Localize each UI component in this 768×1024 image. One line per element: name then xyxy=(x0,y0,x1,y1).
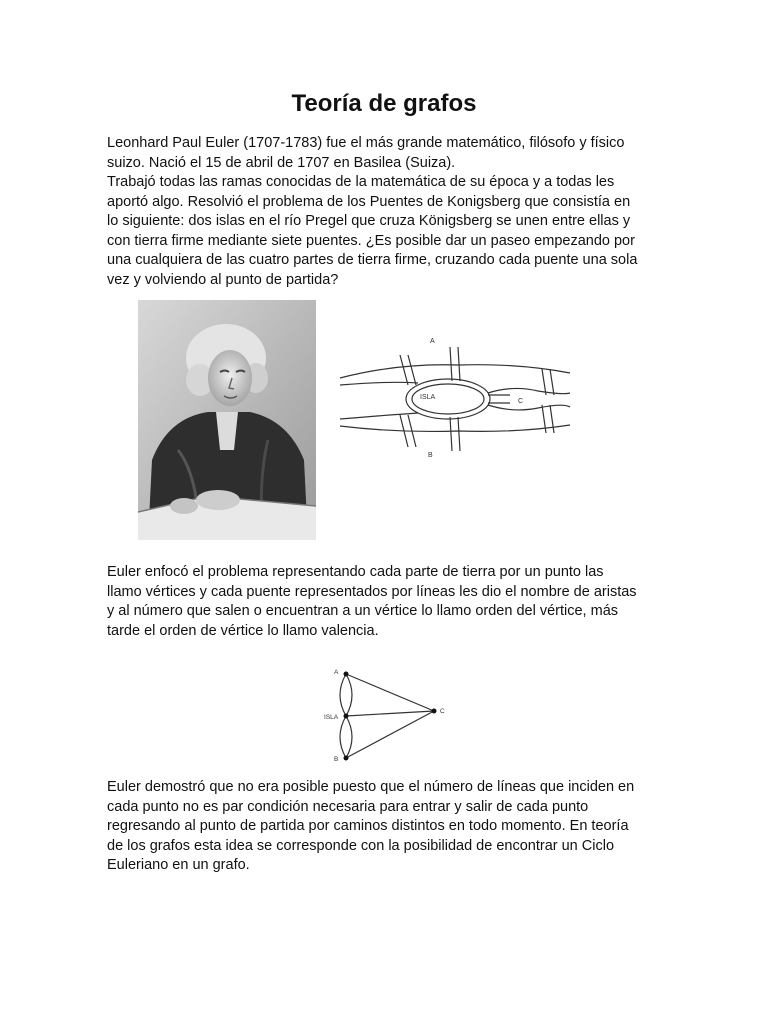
euler-graph-diagram xyxy=(320,660,452,768)
vertex-a xyxy=(344,672,349,677)
bridges-label-isla: ISLA xyxy=(420,394,436,401)
text-line: y al número que salen o encuentran a un vértice lo llamo orden del vértice, más xyxy=(107,603,619,619)
bridges-label-b: B xyxy=(428,452,433,459)
text-line: tarde el orden de vértice lo llamo valencia. xyxy=(107,622,379,639)
bridges-label-a: A xyxy=(430,338,435,345)
text-line: Trabajó todas las ramas conocidas de la matemática de su época y a todas les xyxy=(107,174,615,190)
text-line: Euler enfocó el problema representando cada parte de tierra por un punto las xyxy=(107,564,604,580)
text-line: llamo vértices y cada puente representados por líneas les dio el nombre de aristas xyxy=(107,583,637,600)
text-line: Euler demostró que no era posible puesto que el número de líneas que inciden en xyxy=(107,779,635,795)
graph-label-a: A xyxy=(334,669,339,676)
konigsberg-bridges-diagram xyxy=(338,333,574,463)
middle-paragraph xyxy=(107,563,667,641)
graph-label-isla: ISLA xyxy=(324,714,339,721)
intro-paragraph xyxy=(107,134,667,290)
text-line: Leonhard Paul Euler (1707-1783) fue el más grande matemático, filósofo y físico xyxy=(107,135,625,151)
graph-label-c: C xyxy=(440,708,445,715)
text-line: una cualquiera de las cuatro partes de tierra firme, cruzando cada puente una sola xyxy=(107,252,638,268)
page-title: Teoría de grafos xyxy=(291,90,477,117)
vertex-b xyxy=(344,756,349,761)
bridges-label-c: C xyxy=(518,398,524,405)
text-line: cada punto no es par condición necesaria para entrar y salir de cada punto xyxy=(107,798,589,815)
text-line: suizo. Nació el 15 de abril de 1707 en Basilea (Suiza). xyxy=(107,154,456,171)
euler-portrait-image xyxy=(138,300,316,540)
bridges-drawing xyxy=(338,333,574,463)
text-line: lo siguiente: dos islas en el río Pregel que cruza Königsberg se unen entre ellas y xyxy=(107,213,631,229)
text-line: vez y volviendo al punto de partida? xyxy=(107,271,339,288)
final-paragraph xyxy=(107,778,667,876)
vertex-isla xyxy=(344,714,349,719)
text-line: con tierra firme mediante siete puentes. ¿Es posible dar un paseo empezando por xyxy=(107,232,635,249)
text-line: aportó algo. Resolvió el problema de los Puentes de Konigsberg que consistía en xyxy=(107,193,631,210)
graph-label-b: B xyxy=(334,756,339,763)
vertex-c xyxy=(432,709,437,714)
text-line: Euleriano en un grafo. xyxy=(107,857,250,873)
text-line: regresando al punto de partida por caminos distintos en todo momento. En teoría xyxy=(107,818,629,834)
portrait-drawing xyxy=(138,300,316,540)
text-line: de los grafos esta idea se corresponde con la posibilidad de encontrar un Ciclo xyxy=(107,837,615,854)
graph-drawing xyxy=(320,660,452,768)
